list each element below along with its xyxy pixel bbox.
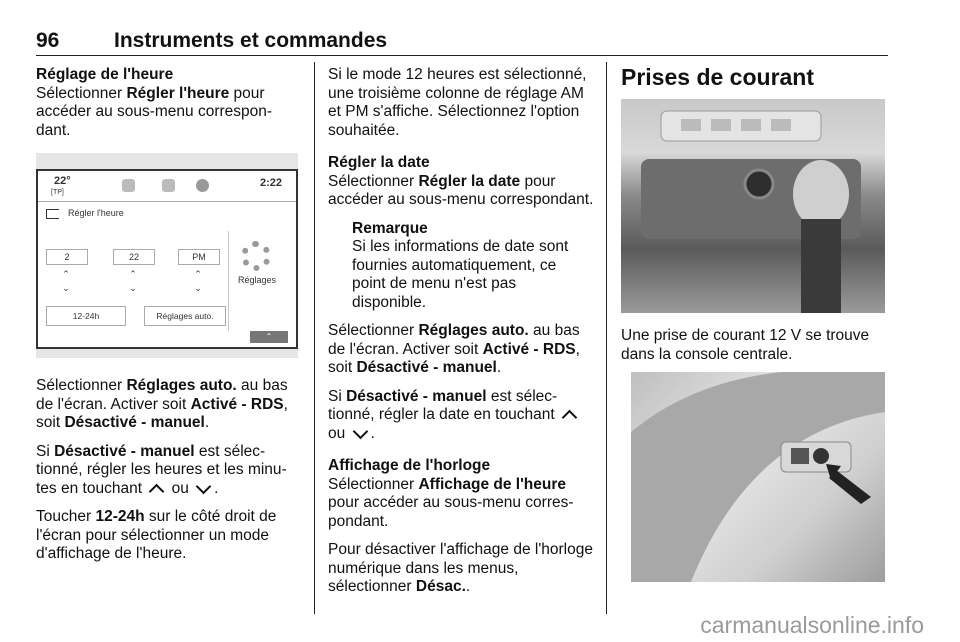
- subheading-time: Réglage de l'heure: [36, 66, 174, 83]
- settings-label: Réglages: [238, 275, 277, 285]
- note-title: Remarque: [352, 219, 428, 237]
- chevron-up-icon[interactable]: ⌃: [250, 331, 288, 343]
- music-icon: [162, 179, 175, 192]
- page-title: Instruments et commandes: [114, 29, 388, 52]
- tp-indicator: [TP]: [51, 189, 64, 196]
- chevron-up-icon: [562, 410, 578, 426]
- trunk-illustration: [631, 372, 885, 582]
- caption: Une prise de courant 12 V se trouve dans la console centrale.: [621, 327, 870, 363]
- paragraph: Affichage de l'horloge Sélectionner Affichage de l'heure pour accéder au sous-menu correspondant.: [328, 457, 594, 531]
- gear-icon[interactable]: [241, 241, 271, 271]
- minute-up-icon[interactable]: ⌃: [129, 269, 137, 279]
- hour-down-icon[interactable]: ⌄: [62, 283, 70, 293]
- page-number: 96: [36, 29, 60, 52]
- screen-top-bar: [38, 171, 296, 202]
- phone-icon: [122, 179, 135, 192]
- section-heading: Prises de courant: [621, 64, 815, 90]
- paragraph: Sélectionner Réglages auto. au bas de l'écran. Activer soit Activé - RDS, soit Désactivé - manuel.: [328, 322, 580, 376]
- note: Remarque Si les informations de date sont fournies automatiquement, ce point de menu n'est pas disponible.: [328, 220, 594, 313]
- header-rule: [36, 55, 888, 56]
- column-1-top: [36, 66, 298, 150]
- hour-up-icon[interactable]: ⌃: [62, 269, 70, 279]
- minute-field: 22: [113, 249, 155, 265]
- chevron-down-icon: [352, 424, 368, 440]
- clock: 2:22: [259, 177, 282, 189]
- paragraph: Régler la date Sélectionner Régler la date pour accéder au sous-menu correspondant.: [328, 154, 594, 208]
- screen-figure: [36, 153, 298, 358]
- paragraph: Si le mode 12 heures est sélectionné, une troisième colonne de réglage AM et PM s'affiche. Sélectionnez l'option souhaitée.: [328, 66, 587, 139]
- paragraph: Toucher 12-24h sur le côté droit de l'écran pour sélectionner un mode d'affichage de l'heure.: [36, 508, 277, 562]
- chevron-up-icon: [149, 484, 165, 500]
- console-photo: [621, 99, 885, 313]
- column-divider-1: [314, 62, 315, 614]
- back-icon[interactable]: [46, 209, 59, 219]
- column-1-bottom: [36, 377, 298, 574]
- paragraph: Pour désactiver l'affichage de l'horloge numérique dans les menus, sélectionner Désac..: [328, 541, 593, 595]
- ampm-up-icon[interactable]: ⌃: [194, 269, 202, 279]
- ampm-field: PM: [178, 249, 220, 265]
- btn-12-24h[interactable]: 12-24h: [46, 306, 126, 326]
- paragraph: Si Désactivé - manuel est sélectionné, régler la date en touchant ou .: [328, 388, 594, 444]
- screen-divider: [228, 231, 229, 331]
- infotainment-screen: [36, 169, 298, 349]
- column-2: [328, 66, 594, 607]
- trunk-photo: [631, 372, 885, 582]
- paragraph: Sélectionner Réglages auto. au bas de l'écran. Activer soit Activé - RDS, soit Désactivé - manuel.: [36, 377, 288, 431]
- btn-auto-settings[interactable]: Réglages auto.: [144, 306, 226, 326]
- minute-down-icon[interactable]: ⌄: [129, 283, 137, 293]
- nav-icon: [196, 179, 209, 192]
- subheading-clock: Affichage de l'horloge: [328, 457, 491, 474]
- console-illustration: [621, 99, 885, 313]
- temperature: 22°: [54, 175, 71, 187]
- screen-title: Régler l'heure: [68, 208, 124, 218]
- watermark: carmanualsonline.info: [700, 612, 924, 638]
- chevron-down-icon: [196, 479, 212, 495]
- paragraph: Si Désactivé - manuel est sélectionné, régler les heures et les minutes en touchant ou .: [36, 443, 298, 499]
- column-divider-2: [606, 62, 607, 614]
- hour-field: 2: [46, 249, 88, 265]
- paragraph: Réglage de l'heure Sélectionner Régler l'heure pour accéder au sous-menu correspondant.: [36, 66, 298, 140]
- ampm-down-icon[interactable]: ⌄: [194, 283, 202, 293]
- subheading-date: Régler la date: [328, 154, 430, 171]
